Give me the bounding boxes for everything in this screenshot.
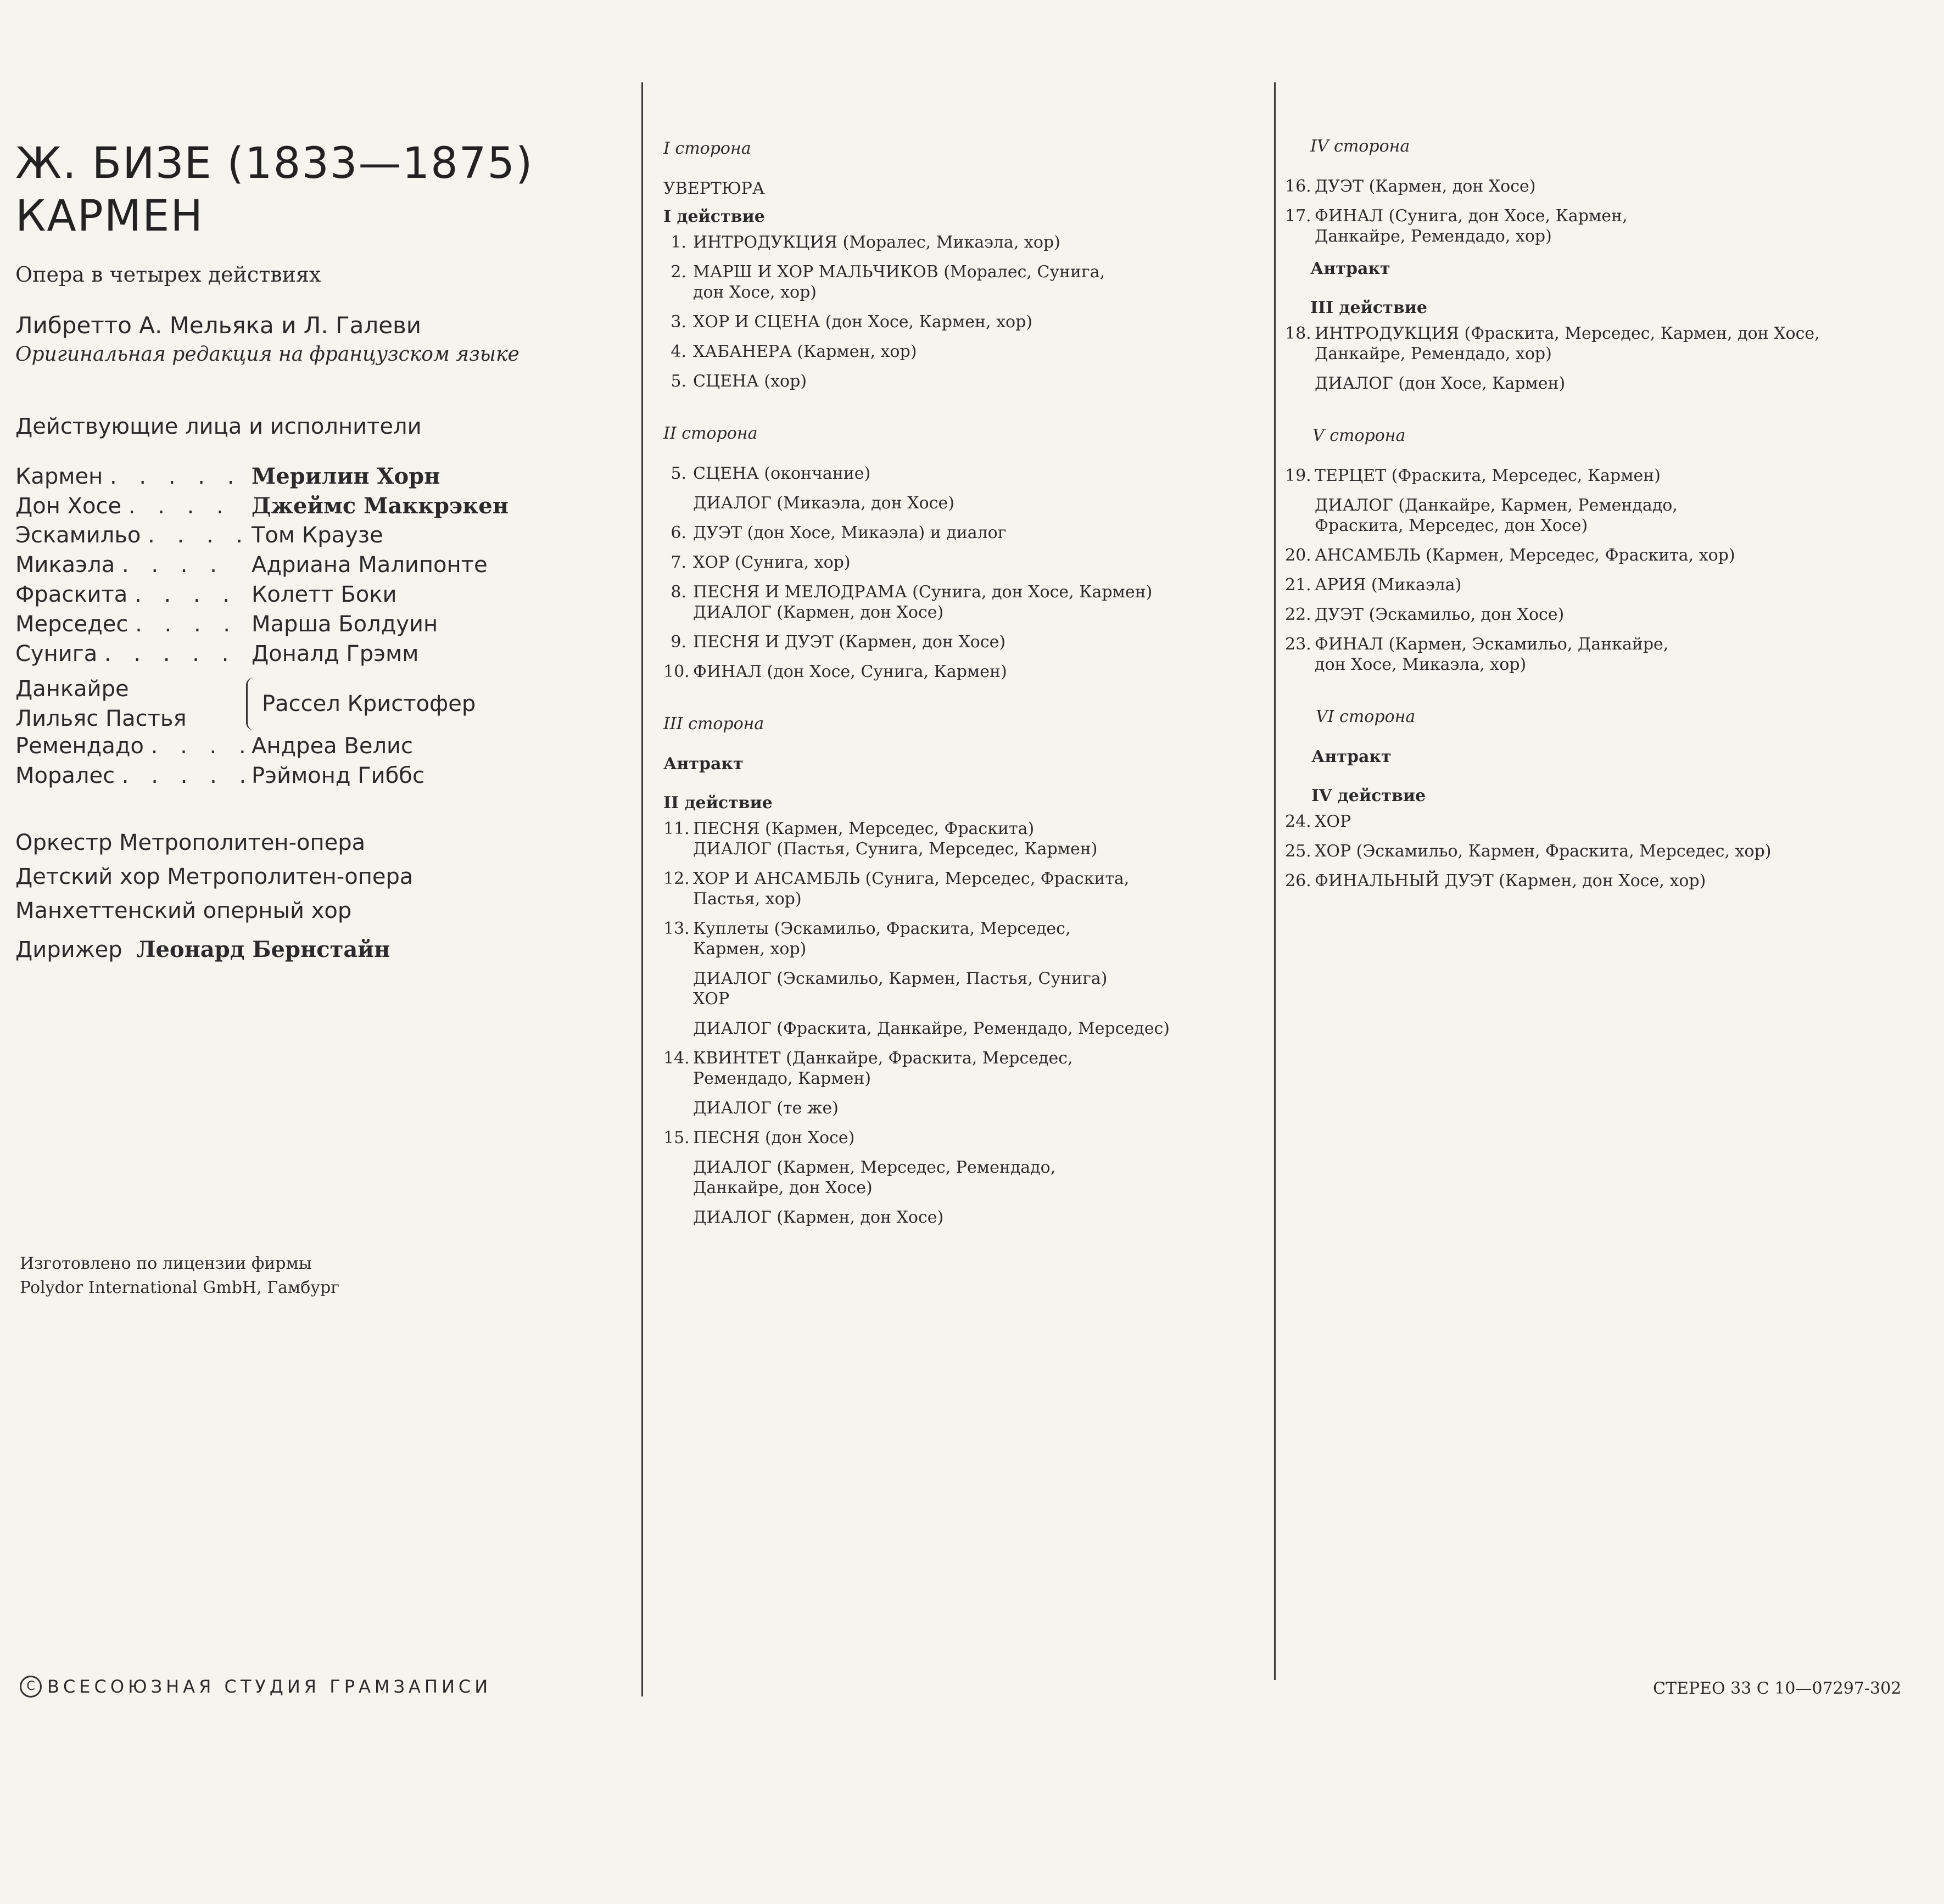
copyright-line: [20, 1676, 491, 1698]
cast-row: [15, 552, 619, 582]
side-heading: IV сторона: [1310, 137, 1410, 156]
track: [1285, 841, 1933, 861]
track: [663, 232, 1267, 253]
act-heading: I действие: [663, 207, 765, 226]
cast-performer: Рэймонд Гиббс: [252, 763, 424, 788]
dialogue: [1315, 495, 1933, 536]
cast-dots: . . . .: [148, 523, 251, 548]
track-title: ХОР: [1315, 812, 1351, 831]
dialogue: ДИАЛОГ (те же): [693, 1099, 839, 1118]
track-number: 23.: [1285, 635, 1311, 654]
cast-performer: Джеймс Маккрэкен: [252, 493, 509, 519]
track-title: ИНТРОДУКЦИЯ (Моралес, Микаэла, хор): [693, 233, 1060, 252]
track-title: ХОР И АНСАМБЛЬ (Сунига, Мерседес, Фраскита,: [693, 869, 1130, 888]
track-title: ХОР (Эскамильо, Кармен, Фраскита, Мерседес, хор): [1315, 842, 1772, 861]
track-title-cont: Кармен, хор): [693, 939, 807, 959]
track: [1285, 466, 1933, 486]
track-number: 1.: [671, 233, 686, 252]
cast-row: [15, 463, 619, 493]
copyright-text: ВСЕСОЮЗНАЯ СТУДИЯ ГРАМЗАПИСИ: [47, 1676, 492, 1697]
entracte-heading: Антракт: [1311, 747, 1392, 766]
track: [1285, 575, 1933, 595]
cast-dots: . . . .: [128, 494, 231, 519]
ensemble-orchestra: Оркестр Метрополитен-опера: [15, 830, 366, 855]
ensembles: [15, 826, 619, 928]
license-line: Изготовлено по лицензии фирмы: [20, 1254, 312, 1273]
track-number: 17.: [1285, 206, 1311, 226]
track-number: 22.: [1285, 605, 1311, 624]
track-number: 19.: [1285, 466, 1311, 485]
track-number: 21.: [1285, 575, 1311, 595]
cast-row: [15, 612, 619, 641]
cast-role: Сунига: [15, 641, 98, 667]
track-number: 5.: [671, 372, 686, 391]
cast-row: [15, 733, 619, 763]
track-number: 13.: [663, 919, 690, 938]
catalog-number: СТЕРЕО 33 С 10—07297-302: [1653, 1679, 1902, 1698]
track-number: 20.: [1285, 546, 1311, 565]
copyright-icon: C: [20, 1676, 42, 1698]
cast-group-roles: [15, 674, 246, 733]
cast-performer: Доналд Грэмм: [252, 641, 419, 667]
entracte-heading: Антракт: [663, 754, 744, 774]
track: [1285, 206, 1933, 247]
track: [663, 312, 1267, 332]
cast-performer: Марша Болдуин: [252, 612, 438, 637]
track: [663, 341, 1267, 362]
cast-list: [15, 463, 619, 793]
cast-performer: Рассел Кристофер: [262, 691, 476, 716]
track-title-cont: дон Хосе, хор): [693, 283, 817, 302]
track-title: ФИНАЛ (Кармен, Эскамильо, Данкайре,: [1315, 635, 1669, 654]
track-title-cont: дон Хосе, Микаэла, хор): [1315, 655, 1527, 674]
track-title: ХОР (Сунига, хор): [693, 553, 851, 572]
act-heading: IV действие: [1311, 786, 1426, 805]
cast-row: [15, 523, 619, 552]
opera-subtitle: Опера в четырех действиях: [15, 262, 321, 287]
ensemble-children-choir: Детский хор Метрополитен-опера: [15, 864, 414, 889]
dialogue-line: ДИАЛОГ (Данкайре, Кармен, Ремендадо,: [1315, 496, 1678, 515]
edition-note: Оригинальная редакция на французском языке: [15, 343, 519, 366]
cast-dots: . . . . .: [121, 763, 254, 788]
track: [1285, 323, 1933, 364]
title-block: [15, 137, 619, 962]
track-title: СЦЕНА (хор): [693, 372, 807, 391]
dialogue-line: Фраскита, Мерседес, дон Хосе): [1315, 516, 1588, 535]
track: [1285, 545, 1933, 565]
dialogue: [693, 1157, 1267, 1198]
cast-role: Фраскита: [15, 582, 128, 607]
track-column-middle: [663, 138, 1267, 1237]
side-heading: I сторона: [663, 139, 751, 158]
cast-dots: . . . .: [150, 733, 254, 759]
track-title: ФИНАЛЬНЫЙ ДУЭТ (Кармен, дон Хосе, хор): [1315, 871, 1706, 891]
side-heading: II сторона: [663, 424, 758, 443]
dialogue-line: Данкайре, дон Хосе): [693, 1178, 873, 1197]
track-title: ТЕРЦЕТ (Фраскита, Мерседес, Кармен): [1315, 466, 1661, 485]
track-number: 24.: [1285, 812, 1311, 831]
cast-row: [15, 582, 619, 612]
track: [663, 371, 1267, 391]
side-heading: VI сторона: [1316, 707, 1416, 726]
track: [663, 552, 1267, 573]
track-title: Куплеты (Эскамильо, Фраскита, Мерседес,: [693, 919, 1071, 938]
dialogue: ДИАЛОГ (Микаэла, дон Хосе): [693, 494, 954, 513]
cast-role: Дон Хосе: [15, 494, 122, 519]
track: [663, 1048, 1267, 1089]
dialogue: ДИАЛОГ (дон Хосе, Кармен): [1315, 374, 1566, 393]
track-number: 14.: [663, 1049, 690, 1068]
track-title: ПЕСНЯ И ДУЭТ (Кармен, дон Хосе): [693, 632, 1006, 652]
cast-dots: . . . . .: [104, 641, 237, 667]
dialogue-line: ДИАЛОГ (Кармен, Мерседес, Ремендадо,: [693, 1158, 1056, 1177]
track-title: ПЕСНЯ И МЕЛОДРАМА (Сунига, дон Хосе, Кармен): [693, 583, 1153, 602]
act-heading: III действие: [1310, 298, 1427, 317]
track-number: 5.: [671, 464, 686, 483]
cast-dots: . . . .: [135, 582, 238, 607]
side-heading: V сторона: [1312, 426, 1406, 445]
track-number: 6.: [671, 523, 686, 542]
track-column-right: [1285, 136, 1933, 900]
track-title: ИНТРОДУКЦИЯ (Фраскита, Мерседес, Кармен, дон Хосе,: [1315, 324, 1820, 343]
brace-icon: [246, 677, 256, 730]
track-number: 15.: [663, 1128, 690, 1147]
track-number: 3.: [671, 312, 686, 332]
libretto-credit: Либретто А. Мельяка и Л. Галеви: [15, 312, 422, 339]
cast-role: Моралес: [15, 763, 115, 788]
track-title: ХОР И СЦЕНА (дон Хосе, Кармен, хор): [693, 312, 1032, 332]
cast-role: Кармен: [15, 464, 103, 489]
track: [1285, 811, 1933, 832]
cast-role: Микаэла: [15, 552, 115, 578]
track: [663, 919, 1267, 959]
track-title: ФИНАЛ (дон Хосе, Сунига, Кармен): [693, 662, 1007, 681]
cast-role: Ремендадо: [15, 733, 144, 759]
cast-role: Эскамильо: [15, 523, 141, 548]
track-title: КВИНТЕТ (Данкайре, Фраскита, Мерседес,: [693, 1049, 1073, 1068]
track: [663, 869, 1267, 909]
track-title: ПЕСНЯ (дон Хосе): [693, 1128, 855, 1147]
track-title-cont: ДИАЛОГ (Кармен, дон Хосе): [693, 603, 944, 622]
track: [1285, 871, 1933, 891]
track-number: 2.: [671, 262, 686, 282]
ensemble-opera-choir: Манхеттенский оперный хор: [15, 898, 352, 923]
dialogue: ДИАЛОГ (Фраскита, Данкайре, Ремендадо, Мерседес): [693, 1019, 1170, 1038]
track: [663, 262, 1267, 303]
track: [663, 1128, 1267, 1148]
track-title: ХАБАНЕРА (Кармен, хор): [693, 342, 917, 361]
track-title-cont: Ремендадо, Кармен): [693, 1069, 872, 1088]
column-divider-1: [641, 82, 643, 1696]
track: [663, 523, 1267, 543]
column-divider-2: [1274, 82, 1276, 1680]
track-title: ПЕСНЯ (Кармен, Мерседес, Фраскита): [693, 819, 1035, 838]
track-title: МАРШ И ХОР МАЛЬЧИКОВ (Моралес, Сунига,: [693, 262, 1105, 282]
track-title: АНСАМБЛЬ (Кармен, Мерседес, Фраскита, хор): [1315, 546, 1735, 565]
track: [663, 819, 1267, 859]
entracte-heading: Антракт: [1310, 259, 1390, 278]
track-title: ДУЭТ (дон Хосе, Микаэла) и диалог: [693, 523, 1007, 542]
track-number: 25.: [1285, 842, 1311, 861]
cast-role: Лильяс Пастья: [15, 706, 187, 731]
license-note: [20, 1252, 339, 1300]
cast-dots: . . . . .: [109, 464, 242, 489]
composer-title: Ж. БИЗЕ (1833—1875): [15, 139, 534, 188]
cast-performer: Том Краузе: [252, 523, 383, 548]
track-title: ДУЭТ (Эскамильо, дон Хосе): [1315, 605, 1565, 624]
chorus-line: ХОР: [693, 989, 730, 1009]
conductor: [15, 937, 619, 962]
overture: УВЕРТЮРА: [663, 179, 765, 198]
track-number: 16.: [1285, 177, 1311, 196]
side-heading: III сторона: [663, 714, 764, 733]
track-title: ДУЭТ (Кармен, дон Хосе): [1315, 177, 1536, 196]
cast-row: [15, 763, 619, 793]
track-number: 8.: [671, 583, 686, 602]
conductor-name: Леонард Бернстайн: [136, 937, 390, 962]
cast-row: [15, 641, 619, 671]
track-number: 7.: [671, 553, 686, 572]
conductor-label: Дирижер: [15, 937, 122, 962]
dialogue: ДИАЛОГ (Эскамильо, Кармен, Пастья, Сунига): [693, 969, 1108, 988]
track-title: СЦЕНА (окончание): [693, 464, 871, 483]
track-number: 12.: [663, 869, 690, 888]
cast-performer: Андреа Велис: [252, 733, 414, 759]
cast-heading: Действующие лица и исполнители: [15, 414, 422, 439]
track: [1285, 604, 1933, 625]
track: [663, 582, 1267, 623]
track: [663, 463, 1267, 484]
track-number: 26.: [1285, 871, 1311, 891]
act-heading: II действие: [663, 793, 773, 813]
track-number: 18.: [1285, 324, 1311, 343]
license-line: Polydor International GmbH, Гамбург: [20, 1278, 339, 1297]
track-title-cont: Данкайре, Ремендадо, хор): [1315, 344, 1552, 363]
opera-title: КАРМЕН: [15, 192, 204, 241]
track: [1285, 634, 1933, 675]
cast-dots: . . . .: [121, 552, 225, 578]
track-title-cont: Данкайре, Ремендадо, хор): [1315, 227, 1552, 246]
track: [1285, 176, 1933, 197]
cast-dots: . . . .: [135, 612, 238, 637]
dialogue: ДИАЛОГ (Кармен, дон Хосе): [693, 1208, 944, 1227]
cast-row: [15, 493, 619, 523]
cast-performer: Мерилин Хорн: [252, 463, 440, 489]
cast-role: Данкайре: [15, 676, 129, 702]
cast-role: Мерседес: [15, 612, 129, 637]
track-title: АРИЯ (Микаэла): [1315, 575, 1462, 595]
track-title-cont: Пастья, хор): [693, 889, 802, 909]
cast-performer: Адриана Малипонте: [252, 552, 488, 578]
track-number: 4.: [671, 342, 686, 361]
track-number: 11.: [663, 819, 690, 838]
track-number: 9.: [671, 632, 686, 652]
track: [663, 632, 1267, 652]
track-title: ФИНАЛ (Сунига, дон Хосе, Кармен,: [1315, 206, 1628, 226]
track: [663, 662, 1267, 682]
cast-performer: Колетт Боки: [252, 582, 397, 607]
track-number: 10.: [663, 662, 690, 681]
track-title-cont: ДИАЛОГ (Пастья, Сунига, Мерседес, Кармен): [693, 839, 1098, 859]
cast-group: [15, 674, 619, 733]
